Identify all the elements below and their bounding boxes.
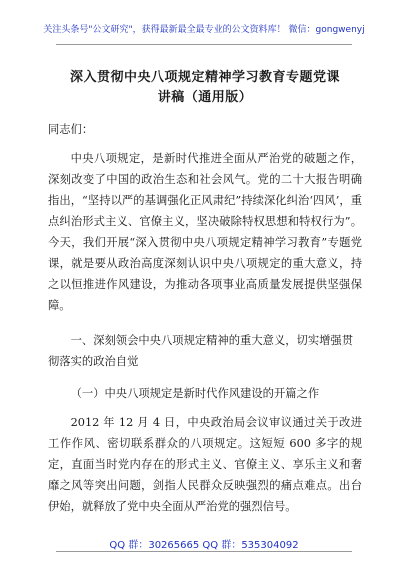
document-title: 深入贯彻中央八项规定精神学习教育专题党课讲稿（通用版） <box>70 70 341 105</box>
section-heading-1: 一、深刻领会中央八项规定精神的重大意义，切实增强贯彻落实的政治自觉 <box>48 334 354 368</box>
body-paragraph-2: 2012 年 12 月 4 日，中央政治局会议审议通过关于改进工作作风、密切联系群众的八项规定。这短短 600 多字的规定，直面当时党内存在的形式主义、官僚主义、享乐主义和奢靡之风等突出问题，剑指人民群众反映强烈的痛点难点。出台伊始，就释放了党中央全面从严治党的强烈信号。 <box>48 416 362 513</box>
footer-qq-groups: QQ 群：30265665 QQ 群：535304092 <box>109 540 299 551</box>
footer-divider <box>56 551 352 552</box>
header-promo-text: 关注头条号"公文研究"，获得最新最全最专业的公文资料库！ 微信：gongwenyj <box>43 25 365 35</box>
header-divider <box>56 44 352 45</box>
greeting: 同志们： <box>48 123 94 136</box>
subsection-heading-1: （一）中央八项规定是新时代作风建设的开篇之作 <box>70 387 320 400</box>
body-paragraph-1: 中央八项规定，是新时代推进全面从严治党的破题之作，深刻改变了中国的政治生态和社会风气。党的二十大报告明确指出，“坚持以严的基调强化正风肃纪”持续深化纠治‘四风’，重点纠治形式主义、官僚主义，坚决破除特权思想和特权行为”。今天，我们开展“深入贯彻中央八项规定精神学习教育”专题党课，就是要从政治高度深刻认识中央八项规定的重大意义，持之以恒推进作风建设，为推动各项事业高质量发展提供坚强保障。 <box>48 152 362 312</box>
